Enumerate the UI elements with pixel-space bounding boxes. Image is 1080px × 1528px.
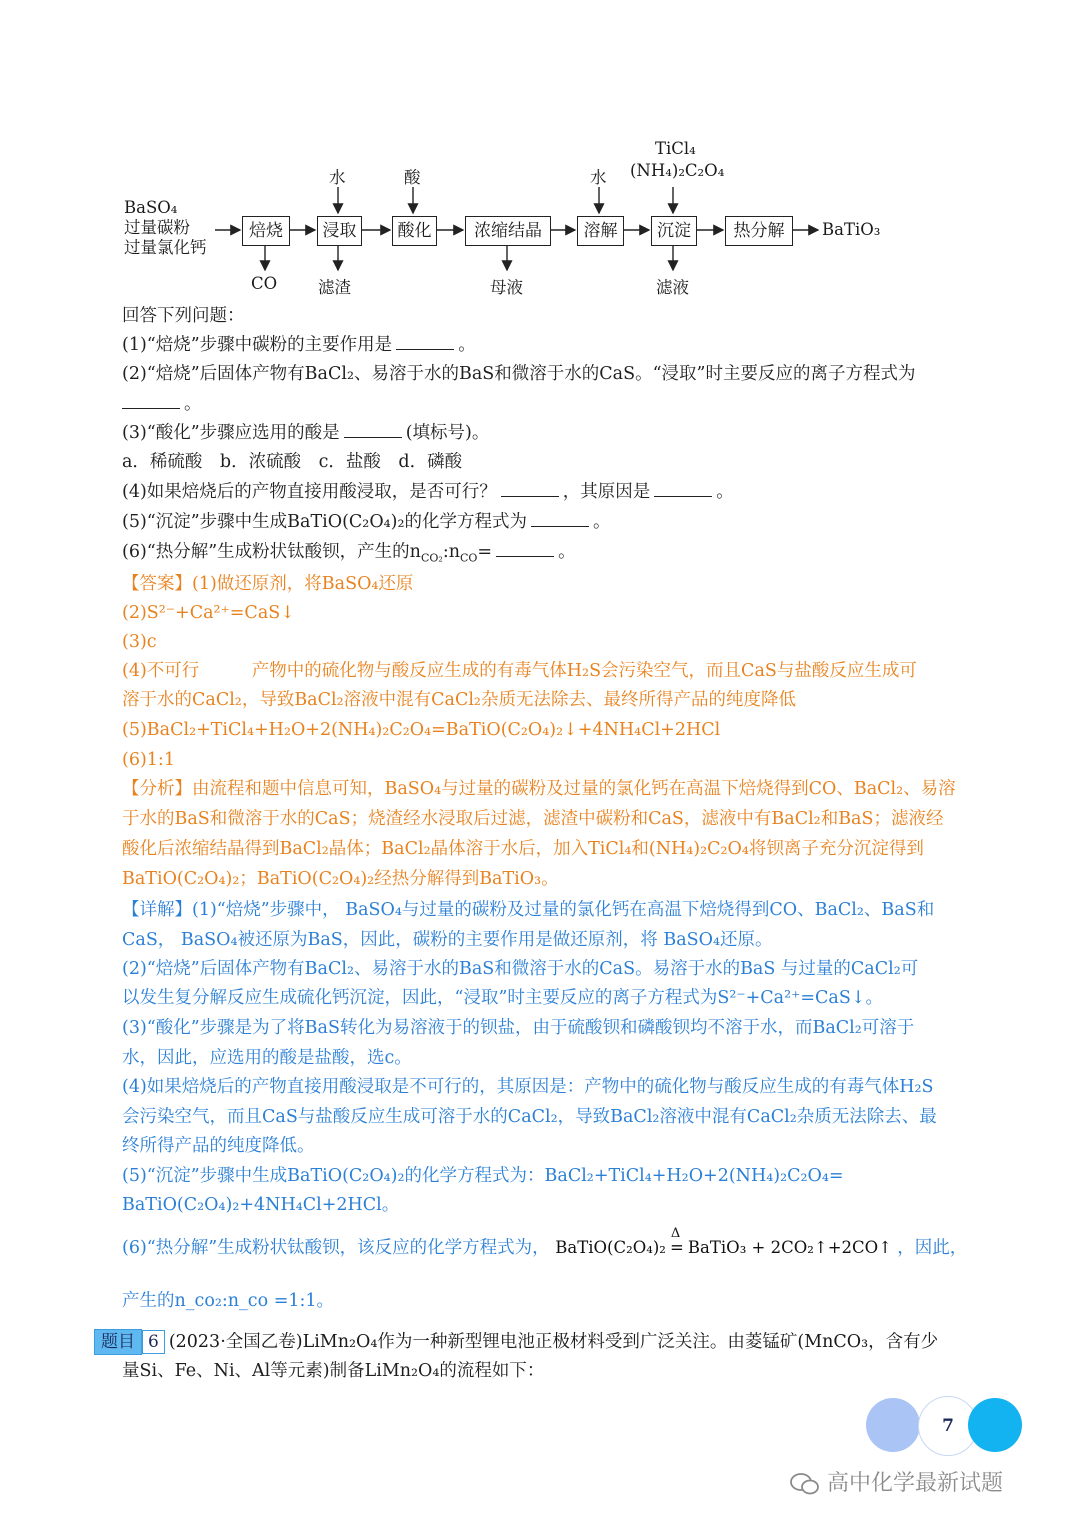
analysis-1: 【分析】由流程和题中信息可知，BaSO₄与过量的碳粉及过量的氯化钙在高温下焙烧得到CO、BaCl₂、易溶 [122, 779, 956, 799]
flow-input-2: 过量碳粉 [124, 218, 190, 237]
flow-bottom-co: CO [251, 274, 278, 293]
answer-3: (3)c [122, 632, 157, 652]
flow-bottom-residue: 滤渣 [318, 278, 351, 297]
flow-top-acid: 酸 [404, 168, 421, 187]
question-6-header: 题目 6 (2023·全国乙卷)LiMn₂O₄作为一种新型锂电池正极材料受到广泛关注。由菱锰矿(MnCO₃，含有少 [94, 1328, 938, 1355]
flow-step-crystallize: 浓缩结晶 [465, 216, 551, 246]
flow-step-decompose: 热分解 [725, 216, 793, 246]
question-3: (3)“酸化”步骤应选用的酸是 (填标号)。 [122, 423, 490, 443]
question-intro: 回答下列问题： [122, 306, 245, 326]
detail-6: 水，因此，应选用的酸是盐酸，选c。 [122, 1048, 412, 1068]
page-circle-left [866, 1398, 920, 1452]
flow-top-water-2: 水 [590, 168, 607, 187]
answer-label: 【答案】 [122, 574, 192, 594]
page-circle-right [968, 1398, 1022, 1452]
flow-step-leach: 浸取 [317, 216, 362, 246]
question-1: (1)“焙烧”步骤中碳粉的主要作用是 。 [122, 335, 476, 355]
question-6: (6)“热分解”生成粉状钛酸钡，产生的$n_{CO_2}:n_{CO}=$ 。 [122, 542, 576, 565]
watermark: 高中化学最新试题 [790, 1466, 1003, 1497]
detail-label: 【详解】 [122, 900, 192, 920]
flow-step-dissolve: 溶解 [577, 216, 624, 246]
answer-1: 【答案】(1)做还原剂，将BaSO₄还原 [122, 574, 414, 594]
flow-step-acidify: 酸化 [392, 216, 437, 246]
detail-10: (5)“沉淀”步骤中生成BaTiO(C₂O₄)₂的化学方程式为：BaCl₂+TiCl₄+H₂O+2(NH₄)₂C₂O₄= [122, 1166, 844, 1186]
answer-2: (2)S²⁻+Ca²⁺=CaS↓ [122, 603, 295, 623]
detail-7: (4)如果焙烧后的产物直接用酸浸取是不可行的，其原因是：产物中的硫化物与酸反应生成的有毒气体H₂S [122, 1077, 934, 1097]
question-2: (2)“焙烧”后固体产物有BaCl₂、易溶于水的BaS和微溶于水的CaS。“浸取”时主要反应的离子方程式为 [122, 364, 916, 384]
flow-top-oxalate: (NH₄)₂C₂O₄ [630, 161, 725, 180]
detail-9: 终所得产品的纯度降低。 [122, 1136, 315, 1156]
flow-bottom-filtrate: 滤液 [656, 278, 689, 297]
analysis-label: 【分析】 [122, 779, 192, 799]
question-4: (4)如果焙烧后的产物直接用酸浸取，是否可行？ ，其原因是 。 [122, 482, 734, 502]
flow-top-water-1: 水 [329, 168, 346, 187]
detail-8: 会污染空气，而且CaS与盐酸反应生成可溶于水的CaCl₂，导致BaCl₂溶液中混有CaCl₂杂质无法除去、最 [122, 1107, 937, 1127]
flow-input-1: BaSO₄ [124, 198, 178, 217]
flow-bottom-mother-liquor: 母液 [490, 278, 523, 297]
analysis-3: 酸化后浓缩结晶得到BaCl₂晶体；BaCl₂晶体溶于水后，加入TiCl₄和(NH₄)₂C₂O₄将钡离子充分沉淀得到 [122, 839, 924, 859]
page-number: 7 [918, 1396, 978, 1456]
question-tag: 题目 [94, 1329, 142, 1355]
flow-product: BaTiO₃ [822, 220, 881, 239]
detail-5: (3)“酸化”步骤是为了将BaS转化为易溶液于的钡盐，由于硫酸钡和磷酸钡均不溶于水，而BaCl₂可溶于 [122, 1018, 915, 1038]
wechat-icon [790, 1473, 820, 1495]
answer-6: (6)1:1 [122, 750, 175, 770]
question-3-options: a．稀硫酸 b．浓硫酸 c．盐酸 d．磷酸 [122, 452, 463, 472]
detail-13: 产生的n_co₂:n_co =1:1。 [122, 1291, 335, 1311]
question-number: 6 [142, 1330, 165, 1354]
analysis-4: BaTiO(C₂O₄)₂；BaTiO(C₂O₄)₂经热分解得到BaTiO₃。 [122, 869, 559, 889]
question-2-cont: 。 [122, 392, 202, 416]
flow-step-precipitate: 沉淀 [651, 216, 697, 246]
flow-input-3: 过量氯化钙 [124, 238, 207, 257]
answer-5: (5)BaCl₂+TiCl₄+H₂O+2(NH₄)₂C₂O₄=BaTiO(C₂O₄)₂↓+4NH₄Cl+2HCl [122, 720, 721, 740]
flow-top-ticl4: TiCl₄ [655, 139, 696, 158]
answer-4-cont: 溶于水的CaCl₂，导致BaCl₂溶液中混有CaCl₂杂质无法除去、最终所得产品的纯度降低 [122, 690, 796, 710]
detail-12: (6)“热分解”生成粉状钛酸钡，该反应的化学方程式为， BaTiO(C₂O₄)₂ Δ = BaTiO₃ + 2CO₂↑+2CO↑ ，因此， [122, 1226, 968, 1258]
detail-3: (2)“焙烧”后固体产物有BaCl₂、易溶于水的BaS和微溶于水的CaS。易溶于水的BaS 与过量的CaCl₂可 [122, 959, 919, 979]
question-6-line-2: 量Si、Fe、Ni、Al等元素)制备LiMn₂O₄的流程如下： [122, 1361, 545, 1381]
flow-step-roast: 焙烧 [242, 216, 290, 246]
detail-1: 【详解】(1)“焙烧”步骤中， BaSO₄与过量的碳粉及过量的氯化钙在高温下焙烧得到CO、BaCl₂、BaS和 [122, 900, 935, 920]
analysis-2: 于水的BaS和微溶于水的CaS；烧渣经水浸取后过滤，滤渣中碳粉和CaS，滤液中有BaCl₂和BaS；滤液经 [122, 809, 944, 829]
detail-11: BaTiO(C₂O₄)₂+4NH₄Cl+2HCl。 [122, 1195, 400, 1215]
decomposition-equation: BaTiO(C₂O₄)₂ Δ = BaTiO₃ + 2CO₂↑+2CO↑ [555, 1226, 893, 1257]
question-5: (5)“沉淀”步骤中生成BaTiO(C₂O₄)₂的化学方程式为 。 [122, 512, 611, 532]
answer-4: (4)不可行 产物中的硫化物与酸反应生成的有毒气体H₂S会污染空气，而且CaS与盐酸反应生成可 [122, 661, 917, 681]
detail-4: 以发生复分解反应生成硫化钙沉淀，因此，“浸取”时主要反应的离子方程式为S²⁻+Ca²⁺=CaS↓。 [122, 988, 884, 1008]
detail-2: CaS， BaSO₄被还原为BaS，因此，碳粉的主要作用是做还原剂，将 BaSO₄还原。 [122, 930, 773, 950]
